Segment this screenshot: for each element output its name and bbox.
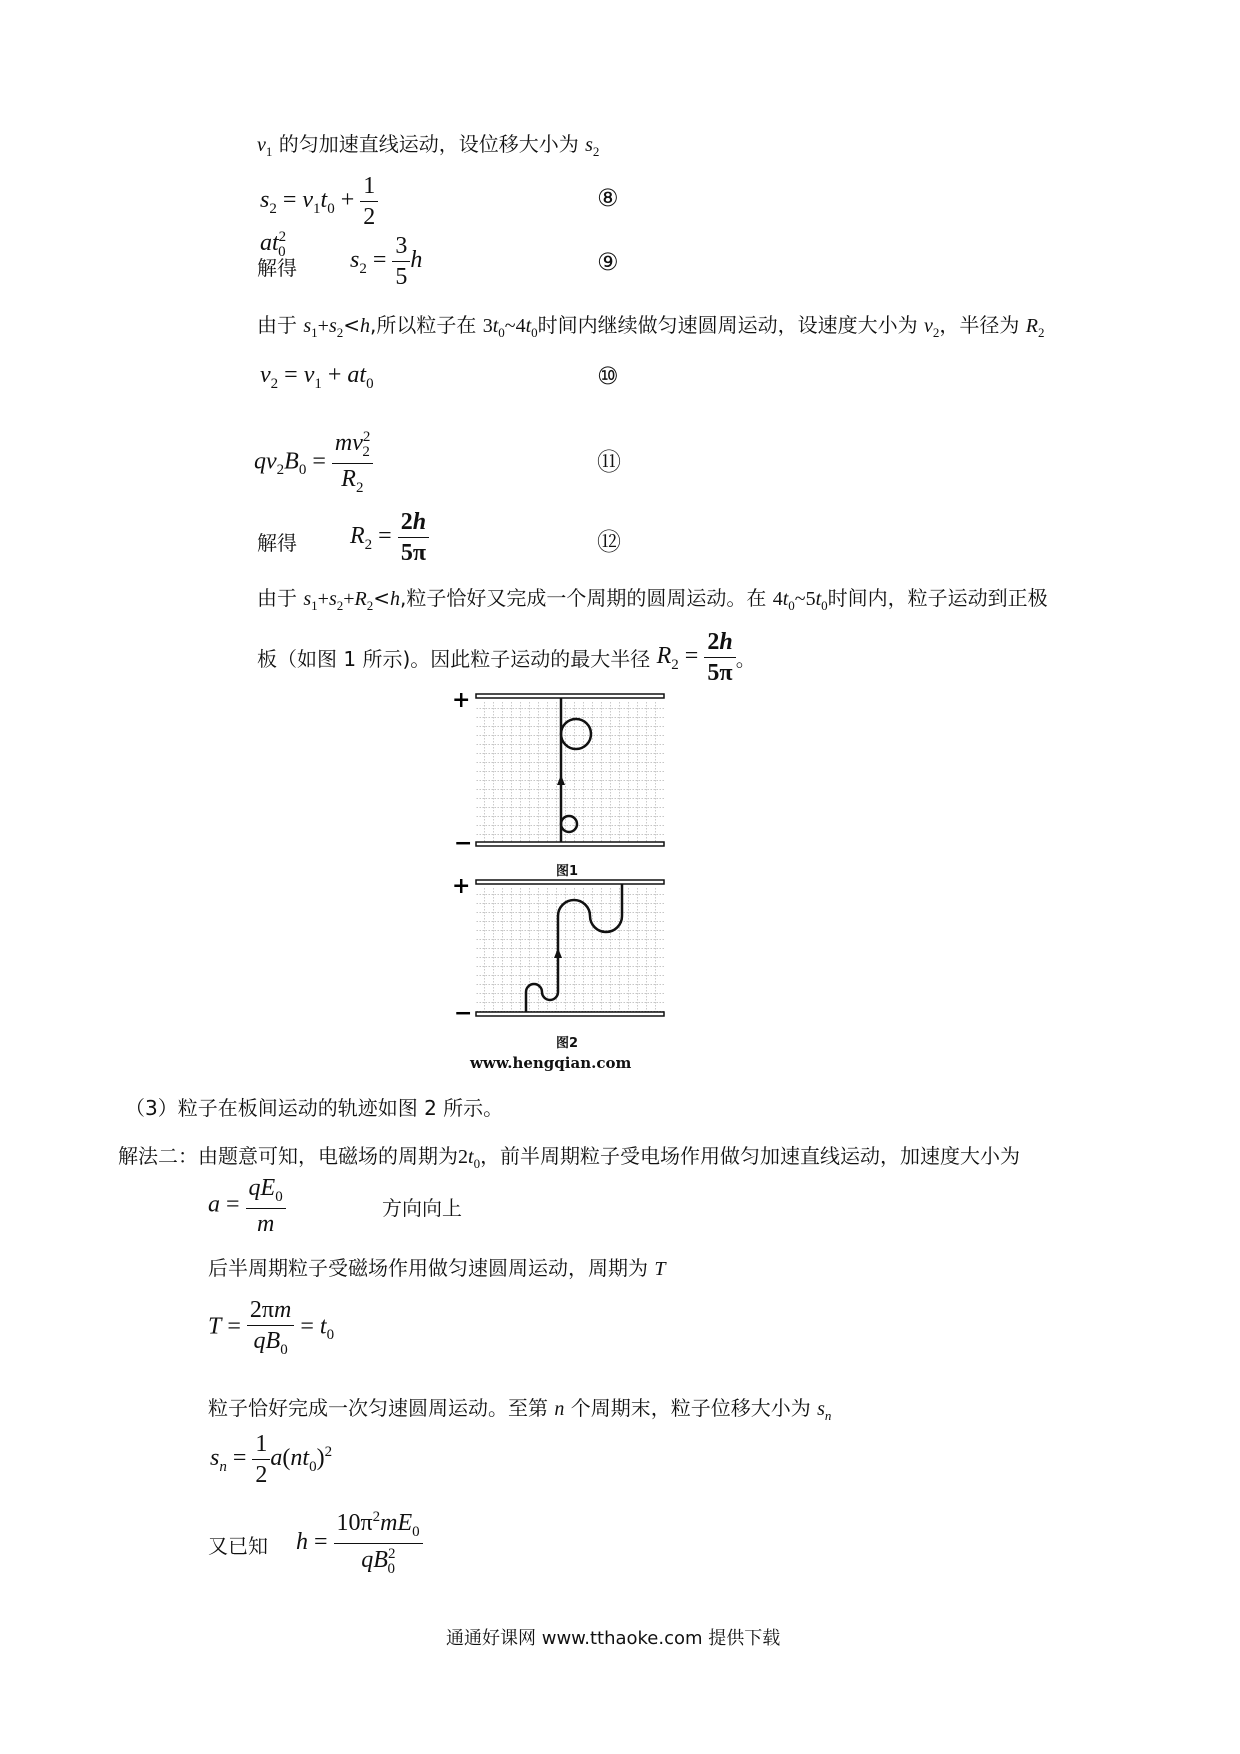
figure-1 [448,690,670,860]
eq-number-10: ⑩ [597,362,619,390]
figure-1-diagram [448,690,670,860]
figure-2-caption: 图2 [556,1036,579,1051]
equation-s2-result: $s_2$ = $\frac{3}{5}$ h [350,233,423,290]
eq-number-8: ⑧ [597,184,619,212]
method-2-line-3: 粒子恰好完成一次匀速圆周运动。至第 n 个周期末，粒子位移大小为 $s_n$ [208,1396,832,1423]
line-8: 由于 $s_1+s_2+R_2<h$,粒子恰好又完成一个周期的圆周运动。在 $4t_0\sim 5t_0$时间内，粒子运动到正极 [257,586,1048,613]
eq-number-12: ⑫ [597,528,621,556]
line-9: 板（如图 1 所示)。因此粒子运动的最大半径 $R_2$ = $\frac{2h}{5\pi}$ 。 [257,629,756,686]
line-1: $v_1$ 的匀加速直线运动，设位移大小为 $s_2$ [257,132,600,159]
equation-force: $qv_2B_0$ = $\frac{mv^2_2}{R_2}$ [254,430,373,496]
equation-h: h = $\frac{10\pi^2mE_0}{qB^2_0}$ [296,1510,423,1577]
figure-2 [448,876,670,1030]
minus-sign: − [454,830,473,856]
part-3-text: （3）粒子在板间运动的轨迹如图 2 所示。 [125,1096,504,1120]
eq-number-11: ⑪ [597,448,621,476]
plus-sign: + [452,690,471,713]
method-2-line-2: 后半周期粒子受磁场作用做匀速圆周运动，周期为 T [208,1256,666,1280]
minus-sign-2: − [454,1000,473,1026]
equation-sn: $s_n$ = $\frac{1}{2}$ $a(nt_0)^2$ [210,1431,333,1488]
method-2-title: 解法二：由题意可知，电磁场的周期为$2t_0$，前半周期粒子受电场作用做匀加速直线运动，加速度大小为 [118,1144,1021,1171]
equation-acceleration: a = $\frac{qE_0}{m}$ [208,1176,286,1236]
footer-text: 通通好课网 www.tthaoke.com 提供下载 [446,1628,781,1649]
line-4: 由于 $s_1+s_2<h$,所以粒子在 $3t_0\sim 4t_0$时间内继续做匀速圆周运动，设速度大小为 $v_2$，半径为 $R_2$ [257,313,1045,340]
jiede-label-1: 解得 [257,256,297,280]
equation-s2: $s_2 = v_1t_0$ + $\frac{1}{2}$ $at^2_0$ [260,174,404,261]
equation-period: T = $\frac{2\pi m}{qB_0}$ = $t_0$ [208,1297,335,1358]
eq-number-9: ⑨ [597,248,619,276]
watermark-url: www.hengqian.com [470,1054,632,1072]
equation-r2-result: $R_2$ = $\frac{2h}{5\pi}$ [350,510,429,565]
equation-v2: $v_2 = v_1 + at_0$ [260,362,374,392]
plus-sign-2: + [452,876,471,899]
jiede-label-2: 解得 [257,531,297,555]
youzhi-label: 又已知 [208,1534,268,1558]
figure-1-caption: 图1 [556,864,579,879]
direction-up: 方向向上 [382,1196,462,1220]
figure-2-diagram [448,876,670,1030]
